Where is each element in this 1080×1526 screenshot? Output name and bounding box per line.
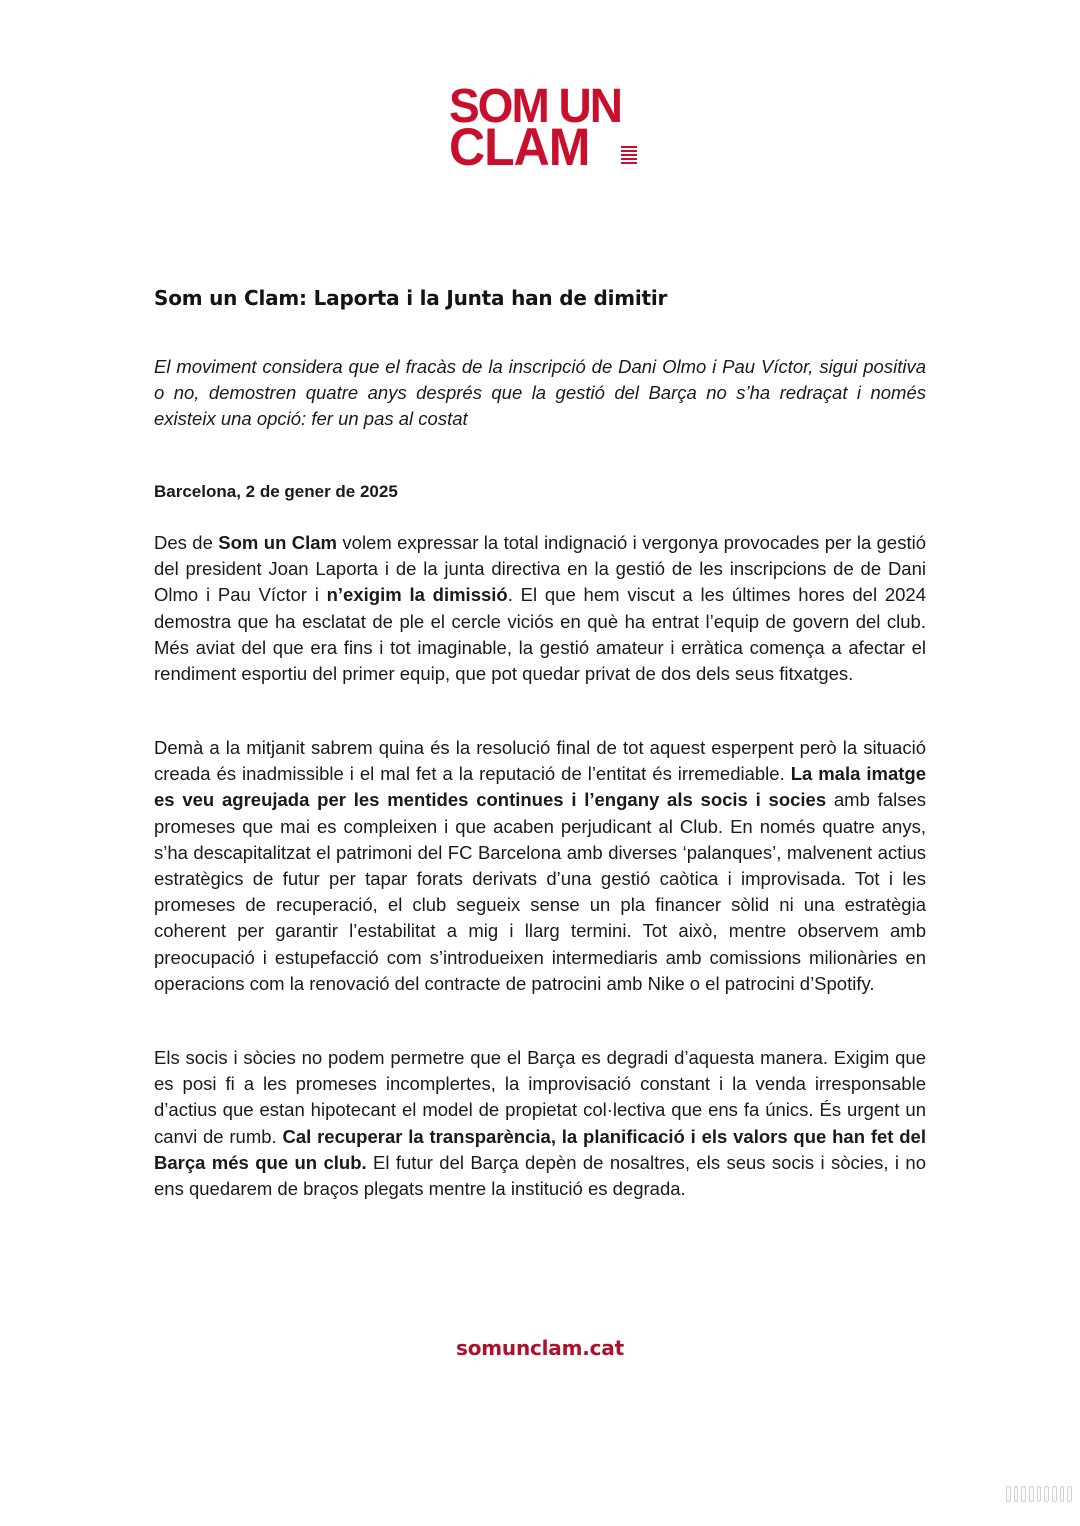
logo-line-1: SOM UN [449,77,621,133]
press-release-headline: Som un Clam: Laporta i la Junta han de dimitir [154,286,668,310]
body-paragraph-2: Demà a la mitjanit sabrem quina és la resolució final de tot aquest esperpent però la situació creada és inadmissible i el mal fet a la reputació de l’entitat és irremediable. La mala imatge es veu agreujada per les mentides continues i l’engany als socis i socies amb falses promeses que mai es compleixen i que acaben perjudicant al Club. En només quatre anys, s’ha descapitalitzat el patrimoni del FC Barcelona amb diverses ‘palanques’, malvenent actius estratègics de futur per tapar forats derivats d’una gestió caòtica i improvisada. Tot i les promeses de recuperació, el club segueix sense un pla financer sòlid ni una estratègia coherent per garantir l’estabilitat a mig i llarg termini. Tot això, mentre observem amb preocupació i estupefacció com s’introdueixen intermediaris amb comissions milionàries en operacions com la renovació del contracte de patrocini amb Nike o el patrocini d’Spotify. [154,737,926,994]
som-un-clam-logo [449,77,639,177]
body-paragraph-1: Des de Som un Clam volem expressar la total indignació i vergonya provocades per la gestió del president Joan Laporta i de la junta directiva en la gestió de les inscripcions de de Dani Olmo i Pau Víctor i n’exigim la dimissió. El que hem viscut a les últimes hores del 2024 demostra que ha esclatat de ple el cercle viciós en què ha entrat l’equip de govern del club. Més aviat del que era fins i tot imaginable, la gestió amateur i erràtica comença a afectar el rendiment esportiu del primer equip, que pot quedar privat de dos dels seus fitxatges. [154,532,927,685]
logo-bars-icon [621,146,637,168]
footer-website-link[interactable]: somunclam.cat [456,1336,624,1360]
logo-line-2: CLAM [449,117,590,177]
body-paragraph-3: Els socis i sòcies no podem permetre que el Barça es degradi d’aquesta manera. Exigim que es posi fi a les promeses incomplertes, la improvisació constant i la venda irresponsable d’actius que estan hipotecant el model de propietat col·lectiva que ens fa únics. És urgent un canvi de rumb. Cal recuperar la transparència, la planificació i els valors que han fet del Barça més que un club. El futur del Barça depèn de nosaltres, els seus socis i sòcies, i no ens quedarem de braços plegats mentre la institució es degrada. [154,1047,926,1200]
press-release-subtitle: El moviment considera que el fracàs de la inscripció de Dani Olmo i Pau Víctor, sigui positiva o no, demostren quatre anys després que la gestió del Barça no s’ha redraçat i només existeix una opció: fer un pas al costat [154,356,926,429]
watermark-bars-icon [1006,1486,1072,1504]
dateline: Barcelona, 2 de gener de 2025 [154,482,398,501]
